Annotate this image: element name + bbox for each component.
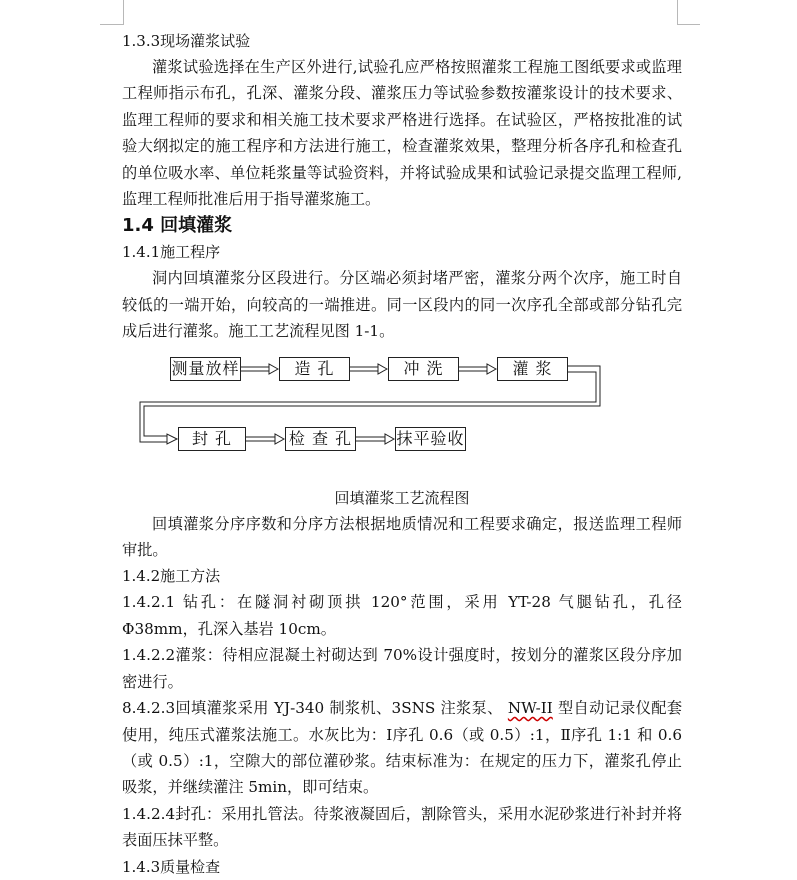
flow-step-grouting: 灌 浆 — [497, 357, 568, 381]
heading-1-4-1: 1.4.1施工程序 — [122, 243, 221, 262]
process-flowchart — [122, 345, 682, 485]
paragraph-construction-procedure: 洞内回填灌浆分区段进行。分区端必须封堵严密，灌浆分两个次序，施工时自较低的一端开始，向较高的一端推进。同一区段内的同一次序孔全部或部分钻孔完成后进行灌浆。施工工艺流程见图 1-1。 — [122, 269, 682, 341]
arrow-inspect-to-level — [356, 434, 394, 444]
item-body: 型自动记录仪配套使用，纯压式灌浆法施工。水灰比为：Ⅰ序孔 0.6（或 0.5）:1，Ⅱ序孔 1:1 和 0.6（或 0.5）:1，空隙大的部位灌砂浆。结束标准为：在规定的压力下，灌浆孔停止吸浆，并继续灌注 5min，即可结束。 — [122, 699, 683, 797]
flow-step-flushing: 冲 洗 — [388, 357, 459, 381]
item-body: 回填灌浆采用 YJ-340 制浆机、3SNS 注浆泵、 — [175, 699, 508, 718]
spellcheck-underline-text: NW-II — [507, 699, 553, 718]
document-page — [122, 28, 682, 880]
item-8-4-2-3 — [122, 695, 682, 801]
heading-1-4-3: 1.4.3质量检查 — [122, 857, 221, 876]
item-1-4-2-2 — [122, 642, 682, 695]
item-body: 灌浆：待相应混凝土衬砌达到 70%设计强度时，按划分的灌浆区段分序加密进行。 — [122, 646, 682, 691]
heading-1-3-3: 1.3.3现场灌浆试验 — [122, 32, 251, 50]
arrow-flush-to-grout — [459, 364, 496, 374]
flow-step-inspection-hole: 检 查 孔 — [285, 427, 356, 451]
item-1-4-2-1 — [122, 589, 682, 642]
heading-1-4-2: 1.4.2施工方法 — [122, 567, 221, 586]
item-label: 1.4.2.1 — [122, 593, 176, 612]
flow-step-leveling-acceptance: 抹平验收 — [395, 427, 466, 451]
flowchart-caption: 回填灌浆工艺流程图 — [334, 488, 470, 507]
page-corner-mark-right — [677, 0, 700, 25]
heading-1-4: 1.4 回填灌浆 — [122, 215, 233, 237]
arrow-survey-to-drill — [241, 364, 278, 374]
paragraph-sequence-approval: 回填灌浆分序序数和分序方法根据地质情况和工程要求确定，报送监理工程师审批。 — [122, 514, 682, 560]
paragraph-grouting-test: 灌浆试验选择在生产区外进行,试验孔应严格按照灌浆工程施工图纸要求或监理工程师指示布孔，孔深、灌浆分段、灌浆压力等试验参数按灌浆设计的技术要求、监理工程师的要求和相关施工技术要求严格进行选择。在试验区，严格按批准的试验大纲拟定的施工程序和方法进行施工，检查灌浆效果，整理分析各序孔和检查孔的单位吸水率、单位耗浆量等试验资料，并将试验成果和试验记录提交监理工程师,监理工程师批准后用于指导灌浆施工。 — [122, 58, 682, 209]
arrow-seal-to-inspect — [246, 434, 284, 444]
item-1-4-2-4 — [122, 801, 682, 854]
flow-step-sealing: 封 孔 — [178, 427, 246, 451]
item-label: 1.4.2.2 — [122, 646, 176, 665]
arrow-drill-to-flush — [350, 364, 387, 374]
item-label: 8.4.2.3 — [122, 699, 176, 718]
page-corner-mark-left — [100, 0, 124, 25]
flow-step-surveying: 测量放样 — [170, 357, 241, 381]
flow-step-drilling: 造 孔 — [279, 357, 350, 381]
item-body: 钻孔：在隧洞衬砌顶拱 120°范围，采用 YT-28 气腿钻孔，孔径Φ38mm，孔深入基岩 10cm。 — [122, 593, 682, 638]
item-label: 1.4.2.4 — [122, 804, 176, 823]
item-body: 封孔：采用扎管法。待浆液凝固后，割除管头，采用水泥砂浆进行补封并将表面压抹平整。 — [122, 804, 682, 850]
